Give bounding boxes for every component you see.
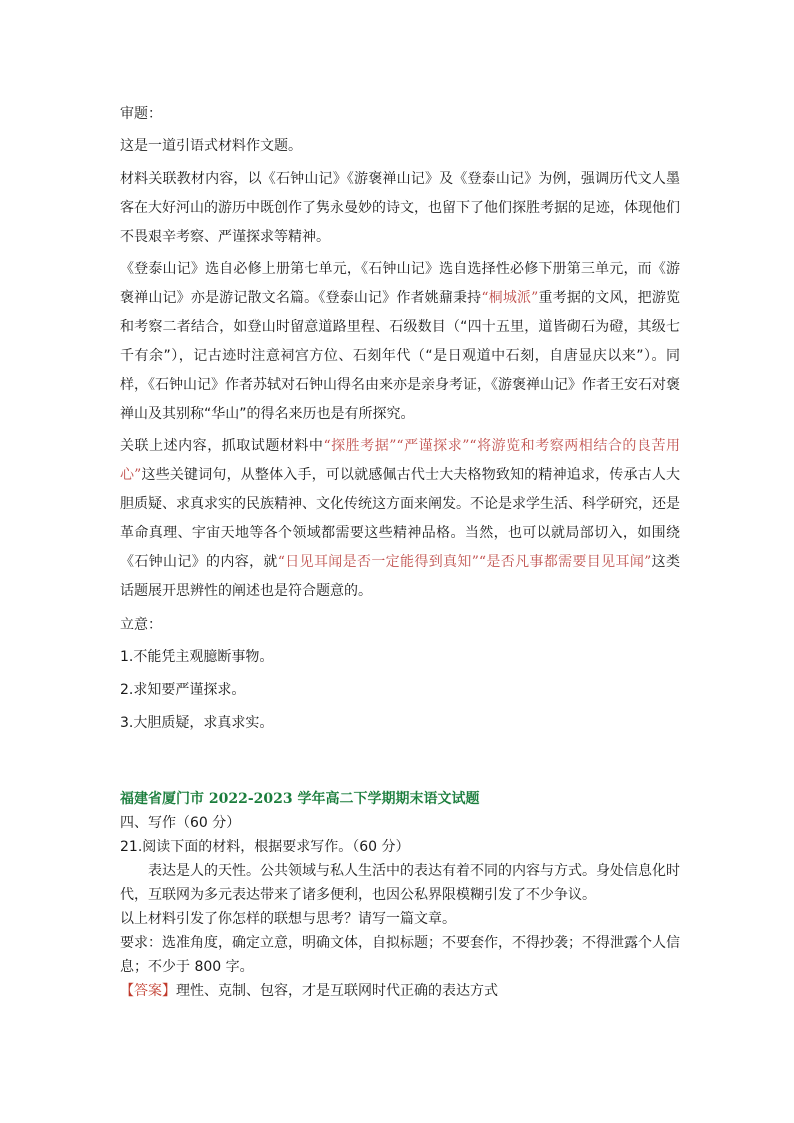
para3-text-a: 关联上述内容，抓取试题材料中 <box>120 438 324 454</box>
paragraph-2 <box>120 255 680 429</box>
para3-text-b: 这些关键词句，从整体入手，可以就感佩古代士大夫格物致知的精神追求，传承古人大胆质疑、求真求实的民族精神、文化传统这方面来阐发。不论是求学生活、科学研究，还是革命真理、宇宙天地等各个领域都需要这些精神品格。当然，也可以就局部切入，如围绕《石钟山记》的内容，就 <box>120 467 680 570</box>
exam-source-title: 福建省厦门市 2022-2023 学年高二下学期期末语文试题 <box>120 791 480 807</box>
section-heading: 四、写作（60 分） <box>120 815 241 831</box>
answer-line <box>120 979 680 1003</box>
thesis-list <box>120 641 680 740</box>
para3-text-c: 这类话题展开思辨性的阐述也是符合题意的。 <box>120 554 681 599</box>
analysis-section <box>120 98 680 740</box>
paragraph-1: 材料关联教材内容，以《石钟山记》《游褒禅山记》及《登泰山记》为例，强调历代文人墨客在大好河山的游历中既创作了隽永曼妙的诗文，也留下了他们探胜考据的足迹，体现他们不畏艰辛考察、严谨探求等精神。 <box>120 171 680 245</box>
requirements-text: 要求：选准角度，确定立意，明确文体，自拟标题；不要套作，不得抄袭；不得泄露个人信息；不少于 800 字。 <box>120 935 680 975</box>
para3-emphasis-1: “探胜考据”“严谨探求”“将游览和考察两相结合的良苦用心” <box>120 438 680 483</box>
material-text: 表达是人的天性。公共领域与私人生活中的表达有着不同的内容与方式。身处信息化时代，互联网为多元表达带来了诸多便利，也因公私界限模糊引发了不少争议。 <box>120 863 680 903</box>
para2-text-b: 重考据的文风，把游览和考察二者结合，如登山时留意道路里程、石级数目（“四十五里，道皆砌石为磴，其级七千有余”），记古迹时注意祠宫方位、石刻年代（“是日观道中石刻，自唐显庆以来”）。同样，《石钟山记》作者苏轼对石钟山得名由来亦是亲身考证，《游褒禅山记》作者王安石对褒禅山及其别称“华山”的得名来历也是有所探究。 <box>120 290 680 422</box>
answer-text: 理性、克制、包容，才是互联网时代正确的表达方式 <box>176 983 498 999</box>
shenti-label: 审题： <box>120 106 162 122</box>
question-stem: 21.阅读下面的材料，根据要求写作。（60 分） <box>120 839 410 855</box>
thesis-item: 2.求知要严谨探求。 <box>120 682 246 698</box>
answer-tag: 【答案】 <box>120 983 176 999</box>
para2-emphasis: “桐城派” <box>481 290 539 306</box>
para3-emphasis-2: “日见耳闻是否一定能得到真知”“是否凡事都需要目见耳闻” <box>277 554 652 570</box>
paragraph-3 <box>120 432 680 606</box>
thesis-item: 3.大胆质疑，求真求实。 <box>120 715 274 731</box>
para2-text-a: 《登泰山记》选自必修上册第七单元，《石钟山记》选自选择性必修下册第三单元，而《游褒禅山记》亦是游记散文名篇。《登泰山记》作者姚鼐秉持 <box>120 261 680 306</box>
exam-question-section <box>120 787 680 1003</box>
liyi-label: 立意： <box>120 617 162 633</box>
writing-prompt: 以上材料引发了你怎样的联想与思考？请写一篇文章。 <box>120 911 456 927</box>
intro-line: 这是一道引语式材料作文题。 <box>120 138 302 154</box>
thesis-item: 1.不能凭主观臆断事物。 <box>120 649 274 665</box>
